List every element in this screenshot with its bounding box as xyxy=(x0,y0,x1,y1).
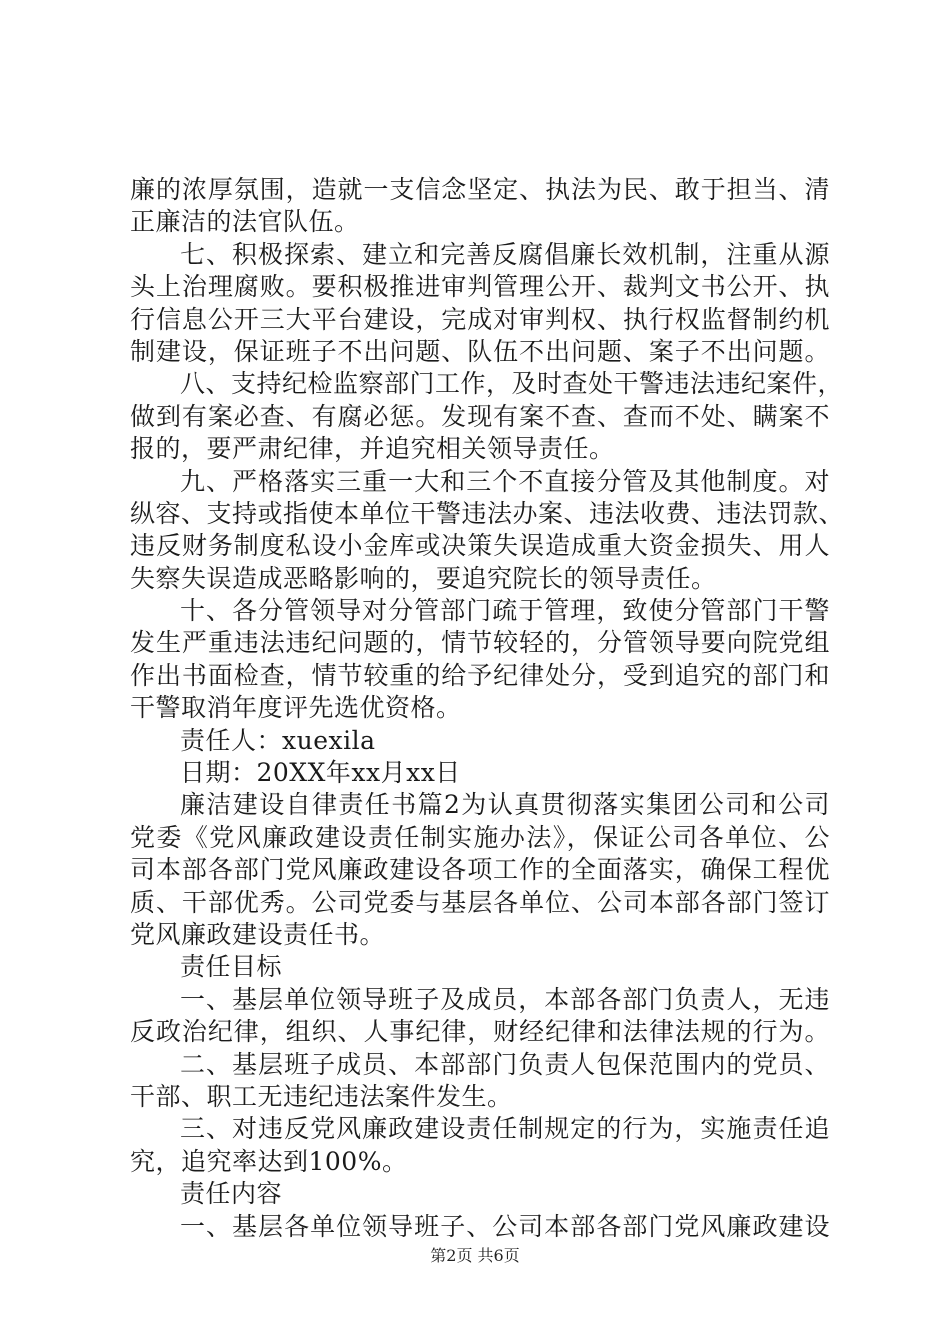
text-line: 质、干部优秀。公司党委与基层各单位、公司本部各部门签订 xyxy=(130,887,830,917)
text-line: 干警取消年度评先选优资格。 xyxy=(130,693,462,723)
text-line: 行信息公开三大平台建设，完成对审判权、执行权监督制约机 xyxy=(130,304,830,334)
document-body xyxy=(130,174,845,1243)
text-line: 反政治纪律，组织、人事纪律，财经纪律和法律法规的行为。 xyxy=(130,1017,830,1047)
text-line: 司本部各部门党风廉政建设各项工作的全面落实，确保工程优 xyxy=(130,855,830,885)
text-line: 责任目标 xyxy=(180,952,283,982)
text-line: 责任人：xuexila xyxy=(180,725,376,755)
text-line: 报的，要严肃纪律，并追究相关领导责任。 xyxy=(130,434,615,464)
text-line: 失察失误造成恶略影响的，要追究院长的领导责任。 xyxy=(130,563,717,593)
text-line: 三、对违反党风廉政建设责任制规定的行为，实施责任追 xyxy=(180,1114,830,1144)
text-line: 党风廉政建设责任书。 xyxy=(130,919,386,949)
text-line: 做到有案必查、有腐必惩。发现有案不查、查而不处、瞒案不 xyxy=(130,401,830,431)
text-line: 二、基层班子成员、本部部门负责人包保范围内的党员、 xyxy=(180,1049,830,1079)
text-line: 廉的浓厚氛围，造就一支信念坚定、执法为民、敢于担当、清 xyxy=(130,175,830,204)
text-line: 发生严重违法违纪问题的，情节较轻的，分管领导要向院党组 xyxy=(130,628,830,658)
text-line: 责任内容 xyxy=(180,1179,283,1209)
text-line: 一、基层各单位领导班子、公司本部各部门党风廉政建设 xyxy=(180,1211,830,1241)
text-line: 十、各分管领导对分管部门疏于管理，致使分管部门干警 xyxy=(180,596,830,626)
text-line: 违反财务制度私设小金库或决策失误造成重大资金损失、用人 xyxy=(130,531,830,561)
text-line: 干部、职工无违纪违法案件发生。 xyxy=(130,1081,513,1111)
text-line: 八、支持纪检监察部门工作，及时查处干警违法违纪案件， xyxy=(180,369,844,399)
text-line: 九、严格落实三重一大和三个不直接分管及其他制度。对 xyxy=(180,466,830,496)
text-line: 廉洁建设自律责任书篇2为认真贯彻落实集团公司和公司 xyxy=(180,790,830,820)
text-line: 党委《党风廉政建设责任制实施办法》，保证公司各单位、公 xyxy=(130,822,830,852)
text-line: 作出书面检查，情节较重的给予纪律处分，受到追究的部门和 xyxy=(130,660,830,690)
text-line: 头上治理腐败。要积极推进审判管理公开、裁判文书公开、执 xyxy=(130,272,830,302)
text-line: 纵容、支持或指使本单位干警违法办案、违法收费、违法罚款、 xyxy=(130,498,845,528)
text-line: 正廉洁的法官队伍。 xyxy=(130,207,360,237)
page-footer: 第2页 共6页 xyxy=(430,1246,520,1265)
text-line: 究，追究率达到100%。 xyxy=(130,1146,408,1176)
text-line: 日期：20XX年xx月xx日 xyxy=(180,758,461,788)
text-line: 制建设，保证班子不出问题、队伍不出问题、案子不出问题。 xyxy=(130,336,830,366)
text-line: 一、基层单位领导班子及成员，本部各部门负责人，无违 xyxy=(180,984,830,1014)
text-line: 七、积极探索、建立和完善反腐倡廉长效机制，注重从源 xyxy=(180,239,830,269)
